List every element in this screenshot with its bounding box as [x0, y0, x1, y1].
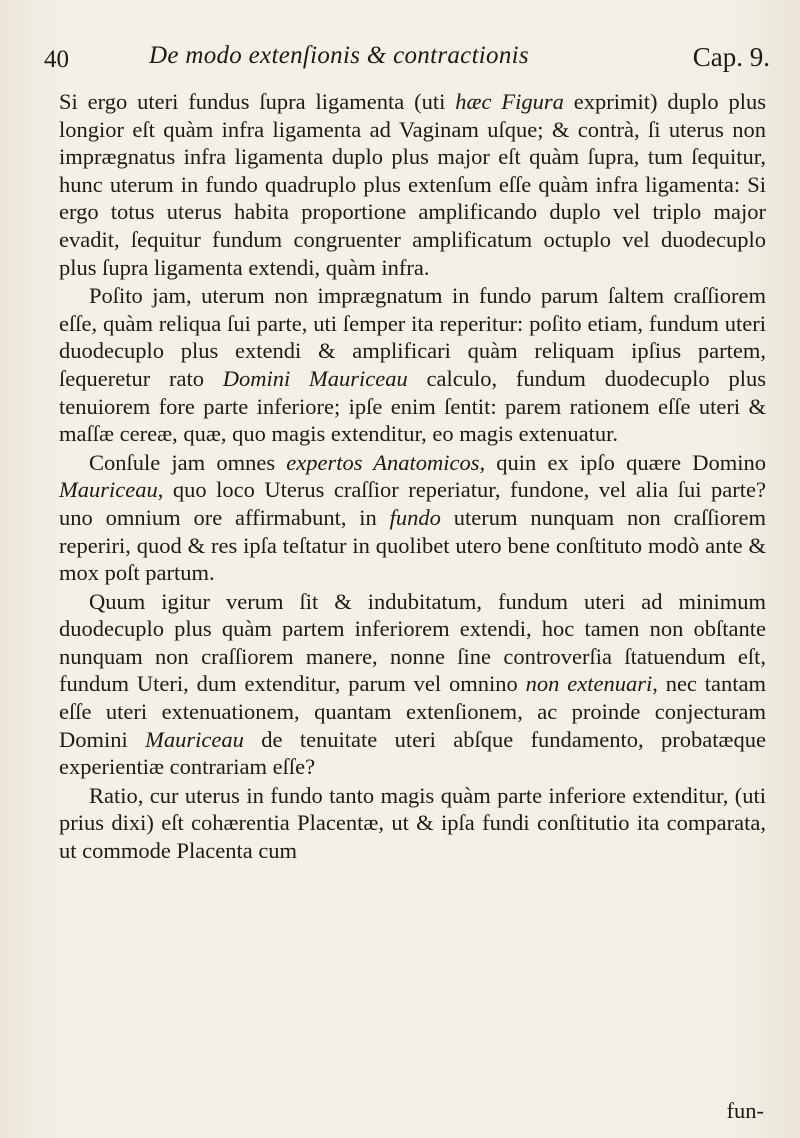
text-run: Si ergo uteri fundus ſupra ligamenta (uti: [59, 89, 456, 114]
chapter-reference: Cap. 9.: [692, 42, 770, 72]
text-run: , quin ex ipſo quære Domino: [479, 449, 766, 475]
italic-run: Mauriceau: [145, 726, 244, 752]
paragraph: [59, 782, 766, 865]
catchword: fun-: [726, 1098, 764, 1123]
text-run: Poſito jam, uterum non imprægnatum in fundo parum ſaltem craſſiorem eſſe, quàm reliqua ſui parte, uti ſemper ita reperitur: poſito etiam, fundum uteri duodecuplo plus extendi & amplificari quàm reliquam ipſius partem, ſequeretur rato: [59, 283, 766, 391]
italic-run: Domini Mauriceau: [222, 365, 408, 391]
paragraph: [59, 449, 766, 587]
text-run: exprimit) duplo plus longior eſt quàm infra ligamenta ad Vaginam uſque; & contrà, ſi uterus non imprægnatus infra ligamenta duplo plus major eſt quàm ſupra, tum ſequitur, hunc uterum in fundo quadruplo plus extenſum eſſe quàm infra ligamenta: Si ergo totus uterus habita proportione amplificando duplo vel triplo major evadit, ſequitur fundum congruenter amplificatum octuplo vel duodecuplo plus ſupra ligamenta extendi, quàm infra.: [59, 89, 766, 280]
text-run: , nec tantam eſſe uteri extenuationem, quantam extenſionem, ac proinde conjecturam Domini: [59, 671, 767, 752]
text-run: Quum igitur verum ſit & indubitatum, fundum uteri ad minimum duodecuplo plus quàm partem inferiorem extendi, hoc tamen non obſtante nunquam non craſſiorem manere, nonne ſine controverſia ſtatuendum eſt, fundum Uteri, dum extenditur, parum vel omnino: [59, 588, 766, 697]
text-run: , quo loco Uterus craſſior reperiatur, fundone, vel alia ſui parte? uno omnium ore affirmabunt, in: [59, 477, 766, 530]
text-run: de tenuitate uteri abſque fundamento, probatæque experientiæ contrariam eſſe?: [59, 726, 766, 780]
text-run: Ratio, cur uterus in fundo tanto magis quàm parte inferiore extenditur, (uti prius dixi) eſt cohærentia Placentæ, ut & ipſa fundi conſtitutio ita comparata, ut commode Placenta cum: [59, 782, 766, 864]
body-text: [59, 88, 766, 865]
italic-run: expertos Anatomicos: [286, 449, 480, 475]
italic-run: hæc Figura: [455, 89, 564, 114]
text-run: uterum nunquam non craſſiorem reperiri, quod & res ipſa teſtatur in quolibet utero bene conſtituto modò ante & mox poſt partum.: [59, 504, 766, 586]
page-header: [44, 40, 770, 80]
running-title: De modo extenſionis & contractionis: [149, 42, 529, 69]
italic-run: fundo: [389, 504, 441, 530]
text-run: calculo, fundum duodecuplo plus tenuiorem fore parte inferiore; ipſe enim ſentit: parem rationem eſſe uteri & maſſæ cereæ, quæ, quo magis extenditur, eo magis extenuatur.: [59, 365, 766, 447]
italic-run: non extenuari: [525, 671, 653, 697]
paragraph: [59, 88, 766, 281]
paragraph: [59, 588, 766, 781]
italic-run: Mauriceau: [59, 477, 158, 503]
paragraph: [59, 282, 766, 448]
page-number: 40: [44, 46, 69, 73]
text-run: Conſule jam omnes: [89, 449, 287, 475]
